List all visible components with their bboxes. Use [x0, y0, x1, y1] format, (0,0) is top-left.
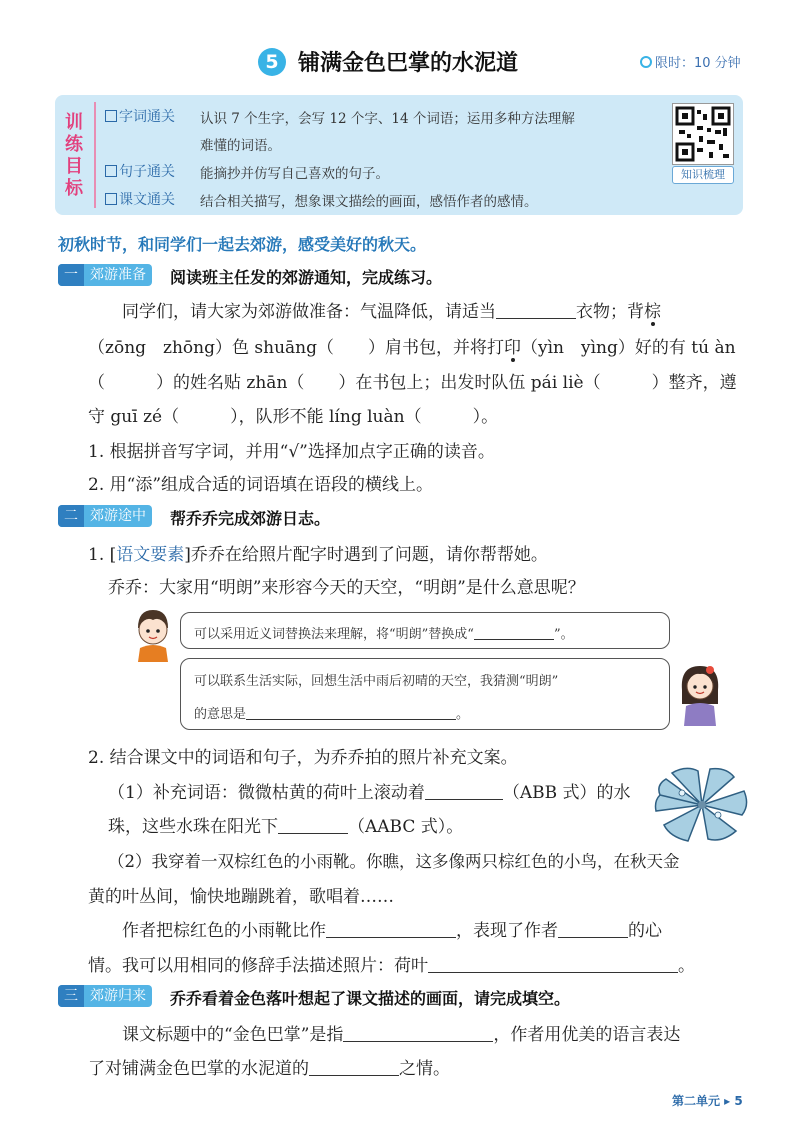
q2-3-line [122, 916, 662, 941]
section1-q1: 1. 根据拼音写字词，并用“√”选择加点字正确的读音。 [88, 442, 495, 462]
q2-4-line [88, 951, 695, 976]
section3-line-2 [88, 1054, 450, 1079]
section1-q2: 2. 用“添”组成合适的词语填在语段的横线上。 [88, 475, 434, 495]
goal-text-sentences: 能摘抄并仿写自己喜欢的句子。 [200, 166, 389, 182]
notice-line-1 [122, 297, 661, 322]
goal-text-text: 结合相关描写，想象课文描绘的画面，感悟作者的感情。 [200, 194, 538, 210]
q2-2-line-2: 黄的叶丛间，愉快地蹦跳着，歌唱着…… [88, 887, 394, 907]
goal-tag-label: 课文通关 [119, 192, 175, 208]
time-limit-text: 限时：10 分钟 [655, 56, 741, 71]
section1-title: 阅读班主任发的郊游通知，完成练习。 [170, 268, 443, 287]
section1-number: 一 [58, 264, 84, 286]
q2-text: 情。我可以用相同的修辞手法描述照片：荷叶 [88, 956, 428, 976]
q2-2-line-1: （2）我穿着一双棕红色的小雨靴。你瞧，这多像两只棕红色的小鸟，在秋天金 [108, 852, 680, 871]
q2-1-line-2 [108, 812, 463, 837]
bubble-text: 。 [456, 707, 470, 722]
blank-add-clothes[interactable] [496, 304, 576, 319]
blank-aabc[interactable] [278, 819, 348, 834]
s3-text: 了对铺满金色巴掌的水泥道的 [88, 1059, 309, 1079]
blank-feeling[interactable] [558, 923, 628, 938]
goals-divider [94, 102, 96, 208]
qr-code-icon[interactable] [672, 103, 734, 165]
goal-text-words-2: 难懂的词语。 [200, 138, 281, 154]
q2-text: 的心 [628, 921, 662, 941]
girl-avatar-icon [676, 660, 724, 726]
blank-synonym[interactable] [474, 629, 554, 640]
q2-text: （1）补充词语：微微枯黄的荷叶上滚动着 [108, 783, 425, 803]
dotted-char-zong: 棕 [644, 302, 661, 322]
checkbox-icon [105, 165, 117, 177]
page-footer: 第二单元 ▸ 5 [672, 1094, 743, 1108]
q2-text: 。 [678, 956, 695, 976]
checkbox-icon [105, 193, 117, 205]
lesson-number: 5 [258, 48, 286, 76]
notice-line-3: （ ）的姓名贴 zhān（ ）在书包上；出发时队伍 pái liè（ ）整齐，遵 [88, 373, 737, 393]
intro-text: 初秋时节，和同学们一起去郊游，感受美好的秋天。 [58, 235, 427, 254]
q2-text: （AABC 式）。 [348, 817, 464, 837]
goal-tag-label: 句子通关 [119, 164, 175, 180]
lotus-leaf-icon [652, 765, 752, 845]
notice-text: 衣物；背 [576, 302, 644, 322]
section3-title: 乔乔看着金色落叶想起了课文描述的画面，请完成填空。 [170, 989, 571, 1008]
s3-text: 课文标题中的“金色巴掌”是指 [122, 1025, 344, 1045]
notice-text: （zōng zhōng）色 shuāng（ ）肩书包，并将打 [88, 338, 504, 358]
goal-tag-label: 字词通关 [119, 109, 175, 125]
goals-heading-text: 训练目标 [65, 112, 83, 199]
notice-line-4: 守 guī zé（ ），队形不能 líng luàn（ ）。 [88, 407, 499, 427]
section2-badge-label: 郊游途中 [90, 508, 146, 524]
s3-text: ，作者用优美的语言表达 [493, 1025, 681, 1045]
qiaoqiao-question: 乔乔：大家用“明朗”来形容今天的天空，“明朗”是什么意思呢？ [108, 578, 585, 598]
section3-line-1 [122, 1020, 680, 1045]
q1-tag: 语文要素 [116, 545, 185, 565]
goal-tag-words [105, 106, 175, 126]
q2-text: 作者把棕红色的小雨靴比作 [122, 921, 326, 941]
section2-badge [58, 505, 152, 527]
q2-text: ，表现了作者 [456, 921, 558, 941]
q1-rest: ]乔乔在给照片配字时遇到了问题，请你帮帮她。 [184, 545, 548, 565]
section2-q1 [88, 540, 548, 565]
notice-text: （yìn yìng）好的有 tú àn [521, 338, 736, 358]
checkbox-icon [105, 110, 117, 122]
dotted-char-yin: 印 [504, 338, 521, 358]
blank-meaning[interactable] [246, 709, 456, 720]
time-limit [640, 52, 741, 71]
bubble-boy-text [194, 623, 574, 642]
s3-text: 之情。 [399, 1059, 450, 1079]
blank-compare[interactable] [326, 923, 456, 938]
blank-emotion[interactable] [309, 1061, 399, 1076]
blank-lotus-leaf[interactable] [428, 958, 678, 973]
section3-number: 三 [58, 985, 84, 1007]
blank-abb[interactable] [425, 785, 503, 800]
section3-badge-label: 郊游归来 [90, 988, 146, 1004]
goals-heading [62, 112, 86, 200]
goal-tag-text [105, 189, 175, 209]
bubble-girl-text-2 [194, 703, 469, 722]
section3-badge [58, 985, 152, 1007]
section1-badge [58, 264, 152, 286]
goal-tag-sentences [105, 161, 175, 181]
bubble-text: 的意思是 [194, 707, 247, 722]
section2-title: 帮乔乔完成郊游日志。 [170, 509, 331, 528]
notice-text: 同学们，请大家为郊游做准备：气温降低，请适当 [122, 302, 496, 322]
page-title: 铺满金色巴掌的水泥道 [298, 51, 519, 76]
bubble-text: 可以采用近义词替换法来理解，将“明朗”替换成“ [194, 627, 474, 642]
clock-icon [640, 56, 652, 68]
q2-text: 珠，这些水珠在阳光下 [108, 817, 278, 837]
boy-avatar-icon [128, 606, 178, 662]
q2-1-line-1 [108, 778, 631, 803]
section2-number: 二 [58, 505, 84, 527]
goal-text-words: 认识 7 个生字，会写 12 个字、14 个词语；运用多种方法理解 [200, 111, 575, 127]
q2-text: （ABB 式）的水 [502, 783, 631, 803]
blank-golden-palm[interactable] [343, 1027, 493, 1042]
bubble-girl-text-1: 可以联系生活实际，回想生活中雨后初晴的天空，我猜测“明朗” [194, 674, 559, 689]
bubble-text: ”。 [553, 627, 574, 642]
q1-label: 1. [ [88, 545, 117, 565]
knowledge-summary-label[interactable]: 知识梳理 [672, 166, 734, 184]
notice-line-2 [88, 333, 736, 358]
section2-q2: 2. 结合课文中的词语和句子，为乔乔拍的照片补充文案。 [88, 748, 518, 768]
section1-badge-label: 郊游准备 [90, 267, 146, 283]
